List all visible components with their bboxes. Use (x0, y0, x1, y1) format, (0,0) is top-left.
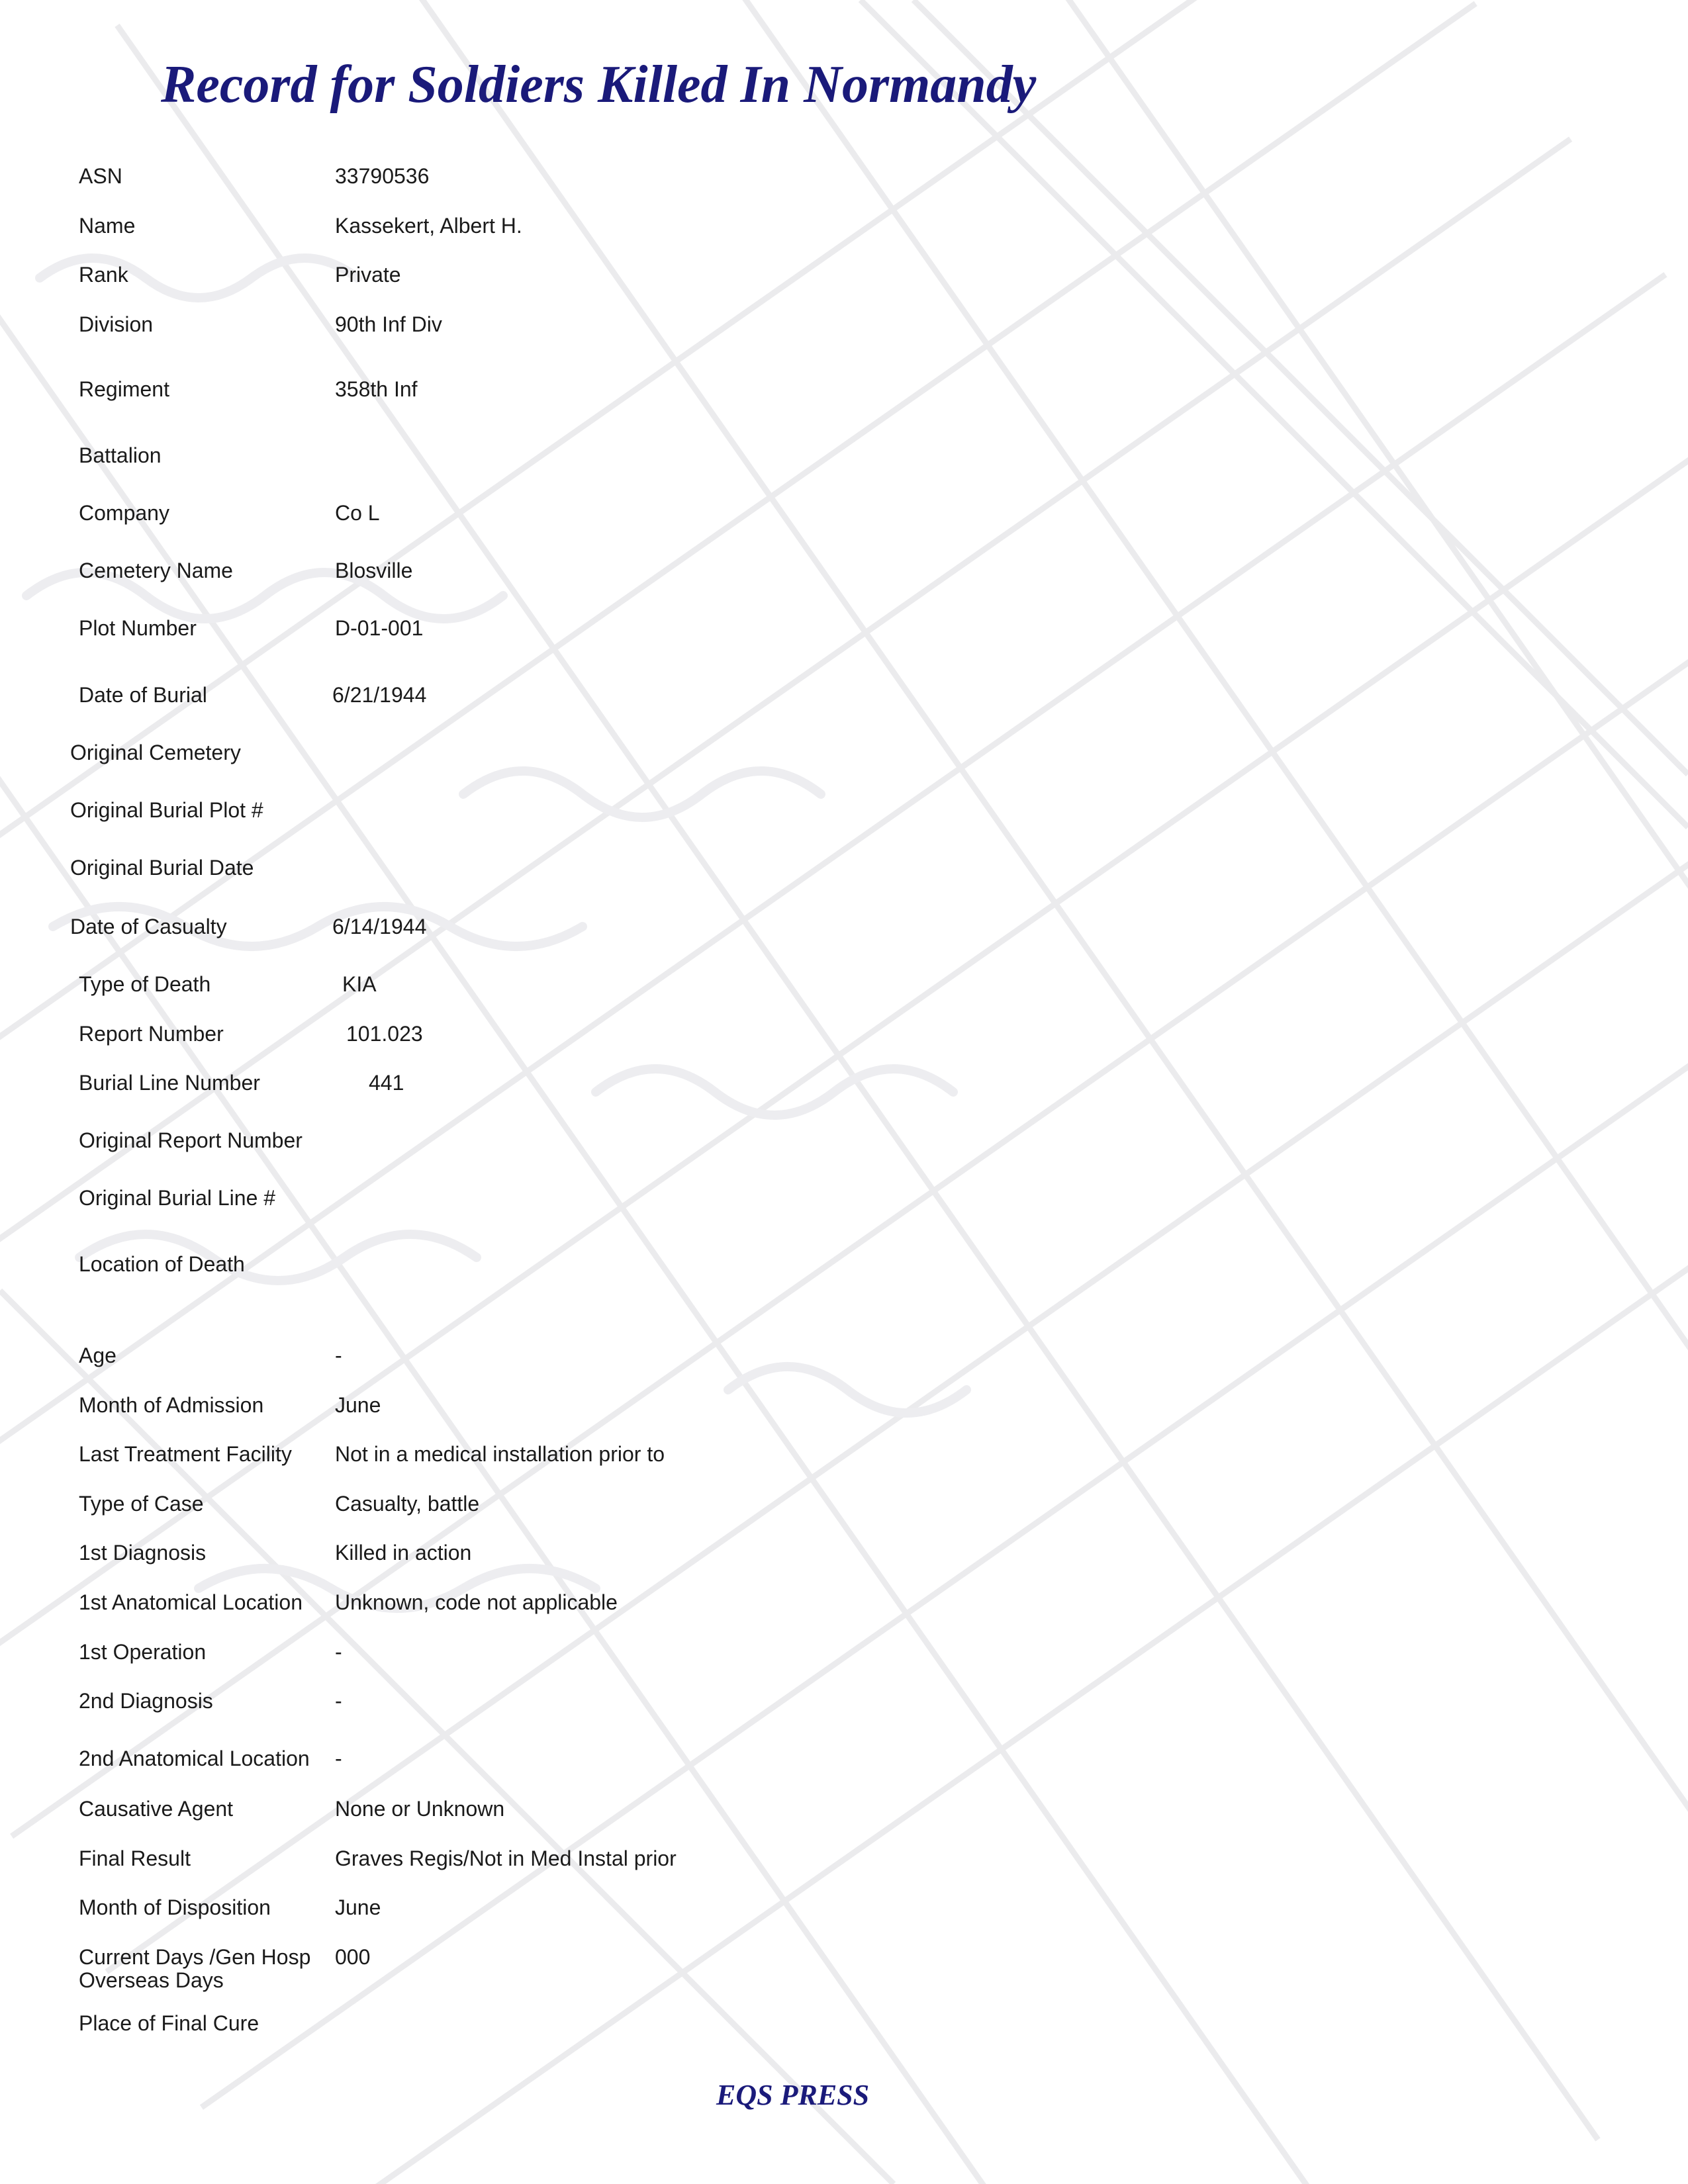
field-label: Original Burial Date (70, 856, 254, 880)
field-value: 90th Inf Div (335, 312, 442, 336)
field-value: 441 (369, 1071, 404, 1095)
field-label: Burial Line Number (79, 1071, 260, 1095)
field-label: ASN (79, 164, 122, 188)
field-label: Cemetery Name (79, 559, 233, 582)
field-label: Rank (79, 263, 128, 287)
field-label: 1st Anatomical Location (79, 1590, 303, 1614)
field-label: 2nd Diagnosis (79, 1689, 213, 1713)
field-label: Original Cemetery (70, 741, 241, 764)
field-label: Location of Death (79, 1252, 245, 1276)
field-value: 101.023 (346, 1022, 423, 1046)
field-label: Regiment (79, 377, 169, 401)
field-label: Current Days /Gen Hosp (79, 1945, 311, 1969)
field-value: Co L (335, 501, 380, 525)
field-label: Final Result (79, 1846, 191, 1870)
field-value: Casualty, battle (335, 1492, 480, 1516)
field-label: Type of Death (79, 972, 211, 996)
field-value: KIA (342, 972, 377, 996)
field-value: Not in a medical installation prior to (335, 1442, 665, 1466)
field-label: Battalion (79, 443, 162, 467)
field-label: Place of Final Cure (79, 2011, 259, 2035)
field-label: Name (79, 214, 136, 238)
field-label: Date of Burial (79, 683, 207, 707)
field-value: - (335, 1689, 342, 1713)
field-value: D-01-001 (335, 616, 424, 640)
field-value: - (335, 1747, 342, 1770)
field-value: 6/21/1944 (332, 683, 427, 707)
field-value: None or Unknown (335, 1797, 505, 1821)
field-value: Killed in action (335, 1541, 472, 1565)
field-label-line2: Overseas Days (79, 1968, 224, 1992)
field-value: Private (335, 263, 401, 287)
field-label: Report Number (79, 1022, 224, 1046)
field-label: Plot Number (79, 616, 197, 640)
field-label: Division (79, 312, 154, 336)
field-value: Blosville (335, 559, 413, 582)
field-label: Age (79, 1343, 117, 1367)
field-value: 000 (335, 1945, 371, 1969)
field-label: 2nd Anatomical Location (79, 1747, 310, 1770)
field-value: 6/14/1944 (332, 915, 427, 938)
field-value: - (335, 1640, 342, 1664)
field-label: 1st Diagnosis (79, 1541, 207, 1565)
field-label: Month of Disposition (79, 1895, 271, 1919)
field-label: Type of Case (79, 1492, 204, 1516)
field-label: Company (79, 501, 169, 525)
field-label: Original Burial Plot # (70, 798, 263, 822)
field-label: Causative Agent (79, 1797, 234, 1821)
field-label: 1st Operation (79, 1640, 207, 1664)
field-label: Original Report Number (79, 1128, 303, 1152)
field-value: 33790536 (335, 164, 430, 188)
field-label: Last Treatment Facility (79, 1442, 292, 1466)
field-value: - (335, 1343, 342, 1367)
field-value: Unknown, code not applicable (335, 1590, 618, 1614)
field-label: Date of Casualty (70, 915, 227, 938)
field-value: 358th Inf (335, 377, 418, 401)
field-value: June (335, 1895, 381, 1919)
field-value: Kassekert, Albert H. (335, 214, 522, 238)
page-title: Record for Soldiers Killed In Normandy (161, 56, 1037, 114)
field-value: Graves Regis/Not in Med Instal prior (335, 1846, 677, 1870)
field-label: Original Burial Line # (79, 1186, 276, 1210)
field-label: Month of Admission (79, 1393, 264, 1417)
publisher-footer: EQS PRESS (716, 2079, 870, 2111)
field-value: June (335, 1393, 381, 1417)
